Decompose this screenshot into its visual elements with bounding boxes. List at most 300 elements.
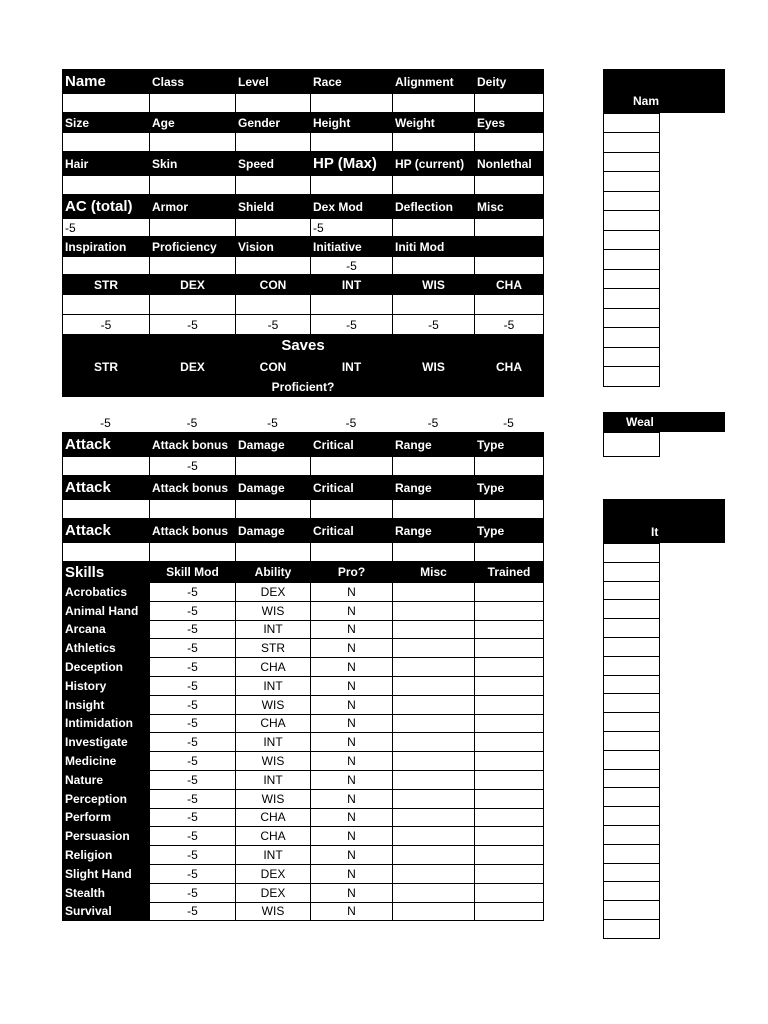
skill-trained[interactable]: [475, 808, 544, 827]
skill-ability: DEX: [236, 583, 311, 602]
skill-ability: WIS: [236, 902, 311, 921]
right-name-row: [604, 348, 660, 367]
physical-input-cell[interactable]: [393, 133, 475, 152]
trained-label: Trained: [475, 562, 544, 583]
right-item-cell[interactable]: [604, 919, 660, 938]
right-name-cell[interactable]: [604, 133, 660, 153]
skill-misc[interactable]: [393, 770, 475, 789]
skill-trained[interactable]: [475, 883, 544, 902]
right-item-row: [604, 919, 660, 938]
initiative-value[interactable]: -5: [311, 257, 393, 275]
eyes-label: Eyes: [475, 113, 544, 133]
save-values-row: [62, 413, 543, 432]
skill-ability: CHA: [236, 658, 311, 677]
header-row-physical: [63, 113, 544, 133]
hp-input-cell[interactable]: [236, 176, 311, 195]
skill-ability: INT: [236, 770, 311, 789]
skill-trained[interactable]: [475, 658, 544, 677]
skill-mod: -5: [150, 620, 236, 639]
critical-label: Critical: [311, 519, 393, 543]
ability-score-input-cell[interactable]: [393, 295, 475, 315]
skill-ability: WIS: [236, 601, 311, 620]
range-label: Range: [393, 433, 475, 457]
skill-pro[interactable]: N: [311, 714, 393, 733]
attack-input-cell[interactable]: [311, 457, 393, 476]
right-item-cell[interactable]: [604, 788, 660, 807]
hp-input-cell[interactable]: [63, 176, 150, 195]
skill-misc[interactable]: [393, 676, 475, 695]
right-name-row: [604, 211, 660, 231]
damage-label: Damage: [236, 433, 311, 457]
skill-row: [63, 676, 544, 695]
armor-value[interactable]: [150, 219, 236, 237]
skill-pro[interactable]: N: [311, 752, 393, 771]
physical-input-cell[interactable]: [150, 133, 236, 152]
hp-input-cell[interactable]: [393, 176, 475, 195]
identity-input-cell[interactable]: [63, 94, 150, 113]
skill-pro[interactable]: N: [311, 846, 393, 865]
range-label: Range: [393, 476, 475, 500]
critical-label: Critical: [311, 433, 393, 457]
right-item-cell[interactable]: [604, 807, 660, 826]
ability-mod-cha: -5: [475, 315, 544, 335]
right-name-cell[interactable]: [604, 231, 660, 250]
row-ability-mods: [63, 315, 544, 335]
right-item-cell[interactable]: [604, 637, 660, 656]
right-name-row: [604, 192, 660, 211]
right-name-row: [604, 114, 660, 133]
right-wealth-header-label: Weal: [626, 415, 654, 429]
skill-misc[interactable]: [393, 583, 475, 602]
physical-input-cell[interactable]: [475, 133, 544, 152]
input-row-inspiration: [63, 257, 544, 275]
skill-row: [63, 601, 544, 620]
skill-misc[interactable]: [393, 733, 475, 752]
right-name-cell[interactable]: [604, 250, 660, 270]
attack-header-row: [63, 476, 544, 500]
skill-trained[interactable]: [475, 639, 544, 658]
skill-trained[interactable]: [475, 695, 544, 714]
skill-ability: INT: [236, 733, 311, 752]
attack-input-cell[interactable]: [475, 457, 544, 476]
right-name-row: [604, 270, 660, 289]
save-value-str[interactable]: -5: [100, 415, 111, 430]
skill-row: [63, 658, 544, 677]
attack-header-row: [63, 433, 544, 457]
right-item-row: [604, 581, 660, 600]
header-row-inspiration: [63, 237, 544, 257]
skill-pro[interactable]: N: [311, 733, 393, 752]
skill-misc[interactable]: [393, 658, 475, 677]
skill-name: Investigate: [63, 733, 150, 752]
right-item-row: [604, 637, 660, 656]
attack-bonus-value[interactable]: -5: [150, 457, 236, 476]
right-name-cell[interactable]: [604, 114, 660, 133]
shield-value[interactable]: [236, 219, 311, 237]
gender-label: Gender: [236, 113, 311, 133]
wealth-cell[interactable]: [604, 433, 660, 457]
deity-label: Deity: [475, 70, 544, 94]
attack-input-cell[interactable]: [236, 500, 311, 519]
misc-value[interactable]: [475, 219, 544, 237]
ability-mod-dex: -5: [150, 315, 236, 335]
right-name-row: [604, 309, 660, 328]
attack-input-cell[interactable]: [63, 457, 150, 476]
skill-row: [63, 902, 544, 921]
right-item-cell[interactable]: [604, 581, 660, 600]
right-name-table: [603, 113, 660, 387]
vision-value[interactable]: [236, 257, 311, 275]
attack-input-cell[interactable]: [475, 500, 544, 519]
skill-pro[interactable]: N: [311, 902, 393, 921]
attack-header-row: [63, 519, 544, 543]
skill-pro[interactable]: N: [311, 620, 393, 639]
hp-input-cell[interactable]: [311, 176, 393, 195]
skill-mod-label: Skill Mod: [150, 562, 236, 583]
deflection-label: Deflection: [393, 195, 475, 219]
ac-total-value[interactable]: -5: [63, 219, 150, 237]
right-name-cell[interactable]: [604, 367, 660, 387]
right-name-row: [604, 250, 660, 270]
skill-mod: -5: [150, 714, 236, 733]
skill-name: Acrobatics: [63, 583, 150, 602]
skill-trained[interactable]: [475, 827, 544, 846]
skill-trained[interactable]: [475, 864, 544, 883]
right-item-cell[interactable]: [604, 863, 660, 882]
skill-ability: INT: [236, 846, 311, 865]
save-int-label: INT: [311, 357, 393, 377]
right-name-cell[interactable]: [604, 328, 660, 348]
damage-label: Damage: [236, 519, 311, 543]
blank-value[interactable]: [475, 257, 544, 275]
ability-score-input-cell[interactable]: [236, 295, 311, 315]
right-item-cell[interactable]: [604, 694, 660, 713]
skill-ability: CHA: [236, 714, 311, 733]
damage-label: Damage: [236, 476, 311, 500]
range-label: Range: [393, 519, 475, 543]
skill-ability: STR: [236, 639, 311, 658]
skill-row: [63, 695, 544, 714]
right-item-cell[interactable]: [604, 675, 660, 694]
saves-proficient-row: [63, 377, 544, 397]
skill-pro[interactable]: N: [311, 864, 393, 883]
right-item-cell[interactable]: [604, 731, 660, 750]
skill-trained[interactable]: [475, 770, 544, 789]
skill-trained[interactable]: [475, 846, 544, 865]
skill-name: Slight Hand: [63, 864, 150, 883]
skill-pro[interactable]: N: [311, 770, 393, 789]
identity-input-cell[interactable]: [150, 94, 236, 113]
right-item-cell[interactable]: [604, 562, 660, 581]
ability-score-input-cell[interactable]: [150, 295, 236, 315]
hp-input-cell[interactable]: [150, 176, 236, 195]
right-items-header-label: It: [651, 525, 659, 539]
right-name-cell[interactable]: [604, 153, 660, 172]
identity-input-cell[interactable]: [236, 94, 311, 113]
right-item-cell[interactable]: [604, 713, 660, 732]
input-row-identity: [63, 94, 544, 113]
skill-mod: -5: [150, 601, 236, 620]
right-items-table: [603, 543, 660, 939]
character-sheet: [62, 69, 544, 397]
skill-misc[interactable]: [393, 883, 475, 902]
attack-bonus-label: Attack bonus: [150, 476, 236, 500]
skill-pro[interactable]: N: [311, 583, 393, 602]
identity-input-cell[interactable]: [475, 94, 544, 113]
skill-trained[interactable]: [475, 620, 544, 639]
ability-label: Ability: [236, 562, 311, 583]
skill-name: Insight: [63, 695, 150, 714]
ability-cha-label: CHA: [475, 275, 544, 295]
header-row-identity: [63, 70, 544, 94]
skill-ability: WIS: [236, 752, 311, 771]
skill-misc[interactable]: [393, 639, 475, 658]
skill-mod: -5: [150, 658, 236, 677]
attack-input-cell[interactable]: [236, 457, 311, 476]
skill-mod: -5: [150, 883, 236, 902]
right-item-cell[interactable]: [604, 901, 660, 920]
attack-input-cell[interactable]: [475, 543, 544, 562]
skill-pro[interactable]: N: [311, 658, 393, 677]
attack-label: Attack: [63, 476, 150, 500]
input-row-hp: [63, 176, 544, 195]
skill-name: Persuasion: [63, 827, 150, 846]
ability-dex-label: DEX: [150, 275, 236, 295]
skills-label: Skills: [63, 562, 150, 583]
right-name-row: [604, 367, 660, 387]
right-item-row: [604, 656, 660, 675]
right-name-cell[interactable]: [604, 289, 660, 309]
right-name-row: [604, 231, 660, 250]
skill-name: Perception: [63, 789, 150, 808]
skill-name: Nature: [63, 770, 150, 789]
vision-label: Vision: [236, 237, 311, 257]
right-name-cell[interactable]: [604, 172, 660, 192]
skill-misc[interactable]: [393, 714, 475, 733]
skill-trained[interactable]: [475, 902, 544, 921]
attack-bonus-label: Attack bonus: [150, 433, 236, 457]
identity-input-cell[interactable]: [311, 94, 393, 113]
attack-input-cell[interactable]: [393, 457, 475, 476]
right-item-row: [604, 844, 660, 863]
ability-con-label: CON: [236, 275, 311, 295]
skill-misc[interactable]: [393, 827, 475, 846]
skill-misc[interactable]: [393, 864, 475, 883]
skill-trained[interactable]: [475, 583, 544, 602]
skill-pro[interactable]: N: [311, 695, 393, 714]
right-item-cell[interactable]: [604, 882, 660, 901]
input-row-ac: [63, 219, 544, 237]
save-value-dex[interactable]: -5: [186, 415, 198, 430]
skill-mod: -5: [150, 752, 236, 771]
skill-pro[interactable]: N: [311, 883, 393, 902]
attack-input-cell[interactable]: [393, 543, 475, 562]
proficiency-value[interactable]: [150, 257, 236, 275]
skill-mod: -5: [150, 695, 236, 714]
skill-misc[interactable]: [393, 752, 475, 771]
pro-label: Pro?: [311, 562, 393, 583]
skill-name: Arcana: [63, 620, 150, 639]
attack-input-cell[interactable]: [150, 500, 236, 519]
right-item-row: [604, 731, 660, 750]
skill-misc[interactable]: [393, 902, 475, 921]
skill-name: Medicine: [63, 752, 150, 771]
skin-label: Skin: [150, 152, 236, 176]
skill-misc[interactable]: [393, 620, 475, 639]
skill-trained[interactable]: [475, 752, 544, 771]
skill-trained[interactable]: [475, 733, 544, 752]
type-label: Type: [475, 519, 544, 543]
save-value-cha[interactable]: -5: [503, 415, 514, 430]
initiative-label: Initiative: [311, 237, 393, 257]
skill-ability: DEX: [236, 883, 311, 902]
skill-trained[interactable]: [475, 676, 544, 695]
name-label: Name: [63, 70, 150, 94]
right-item-cell[interactable]: [604, 769, 660, 788]
ability-score-input-cell[interactable]: [63, 295, 150, 315]
race-label: Race: [311, 70, 393, 94]
header-row-hp: [63, 152, 544, 176]
right-item-cell[interactable]: [604, 656, 660, 675]
skill-misc[interactable]: [393, 846, 475, 865]
weight-label: Weight: [393, 113, 475, 133]
saves-names-row: [63, 357, 544, 377]
hp-max-label: HP (Max): [311, 152, 393, 176]
right-name-cell[interactable]: [604, 309, 660, 328]
right-item-cell[interactable]: [604, 750, 660, 769]
skill-pro[interactable]: N: [311, 827, 393, 846]
right-item-cell[interactable]: [604, 844, 660, 863]
right-name-row: [604, 328, 660, 348]
right-name-row: [604, 133, 660, 153]
class-label: Class: [150, 70, 236, 94]
skill-mod: -5: [150, 827, 236, 846]
attack-input-cell[interactable]: [393, 500, 475, 519]
skill-name: Survival: [63, 902, 150, 921]
skill-pro[interactable]: N: [311, 789, 393, 808]
initi-mod-value[interactable]: [393, 257, 475, 275]
skill-name: Religion: [63, 846, 150, 865]
skill-misc[interactable]: [393, 601, 475, 620]
right-item-cell[interactable]: [604, 600, 660, 619]
right-item-cell[interactable]: [604, 825, 660, 844]
hp-input-cell[interactable]: [475, 176, 544, 195]
right-item-row: [604, 769, 660, 788]
skill-pro[interactable]: N: [311, 676, 393, 695]
skill-misc[interactable]: [393, 789, 475, 808]
right-name-row: [604, 153, 660, 172]
attack-input-cell[interactable]: [63, 543, 150, 562]
skill-row: [63, 752, 544, 771]
attack-input-cell[interactable]: [63, 500, 150, 519]
right-item-row: [604, 882, 660, 901]
dex-mod-value[interactable]: -5: [311, 219, 393, 237]
saves-title: Saves: [63, 335, 544, 357]
speed-label: Speed: [236, 152, 311, 176]
age-label: Age: [150, 113, 236, 133]
input-row-ability-scores: [63, 295, 544, 315]
skills-header-row: [63, 562, 544, 583]
skill-row: [63, 583, 544, 602]
physical-input-cell[interactable]: [63, 133, 150, 152]
blank-label: [475, 237, 544, 257]
nonlethal-label: Nonlethal: [475, 152, 544, 176]
inspiration-value[interactable]: [63, 257, 150, 275]
skill-ability: INT: [236, 676, 311, 695]
skill-row: [63, 789, 544, 808]
skill-ability: CHA: [236, 808, 311, 827]
misc-label: Misc: [393, 562, 475, 583]
skill-pro[interactable]: N: [311, 639, 393, 658]
right-name-cell[interactable]: [604, 348, 660, 367]
skill-name: Athletics: [63, 639, 150, 658]
identity-input-cell[interactable]: [393, 94, 475, 113]
shield-label: Shield: [236, 195, 311, 219]
right-item-row: [604, 562, 660, 581]
ability-score-input-cell[interactable]: [311, 295, 393, 315]
attack-bonus-label: Attack bonus: [150, 519, 236, 543]
skill-trained[interactable]: [475, 601, 544, 620]
attack-input-cell[interactable]: [236, 543, 311, 562]
ability-score-input-cell[interactable]: [475, 295, 544, 315]
save-con-label: CON: [236, 357, 311, 377]
right-name-row: [604, 172, 660, 192]
skill-mod: -5: [150, 583, 236, 602]
physical-input-cell[interactable]: [311, 133, 393, 152]
ability-wis-label: WIS: [393, 275, 475, 295]
header-row-ac: [63, 195, 544, 219]
attack-input-cell[interactable]: [311, 500, 393, 519]
skill-name: Deception: [63, 658, 150, 677]
skill-trained[interactable]: [475, 789, 544, 808]
right-item-cell[interactable]: [604, 619, 660, 638]
dex-mod-label: Dex Mod: [311, 195, 393, 219]
attack-label: Attack: [63, 433, 150, 457]
skill-misc[interactable]: [393, 695, 475, 714]
save-value-con[interactable]: -5: [267, 415, 278, 430]
right-name-row: [604, 289, 660, 309]
deflection-value[interactable]: [393, 219, 475, 237]
save-value-wis[interactable]: -5: [427, 415, 439, 430]
size-label: Size: [63, 113, 150, 133]
ability-mod-wis: -5: [393, 315, 475, 335]
right-items-header: [603, 499, 725, 543]
skill-row: [63, 620, 544, 639]
right-name-cell[interactable]: [604, 192, 660, 211]
header-row-abilities: [63, 275, 544, 295]
physical-input-cell[interactable]: [236, 133, 311, 152]
save-value-int[interactable]: -5: [345, 415, 357, 430]
attack-input-cell[interactable]: [150, 543, 236, 562]
skill-name: Stealth: [63, 883, 150, 902]
right-item-row: [604, 619, 660, 638]
right-name-header-label: Nam: [633, 94, 660, 108]
skill-mod: -5: [150, 808, 236, 827]
attack-input-row: [63, 457, 544, 476]
skill-pro[interactable]: N: [311, 601, 393, 620]
skill-mod: -5: [150, 676, 236, 695]
right-name-cell[interactable]: [604, 270, 660, 289]
right-item-cell[interactable]: [604, 544, 660, 563]
right-name-cell[interactable]: [604, 211, 660, 231]
skill-misc[interactable]: [393, 808, 475, 827]
skill-trained[interactable]: [475, 714, 544, 733]
right-item-row: [604, 807, 660, 826]
skill-ability: INT: [236, 620, 311, 639]
right-item-row: [604, 675, 660, 694]
skill-pro[interactable]: N: [311, 808, 393, 827]
attack-input-cell[interactable]: [311, 543, 393, 562]
